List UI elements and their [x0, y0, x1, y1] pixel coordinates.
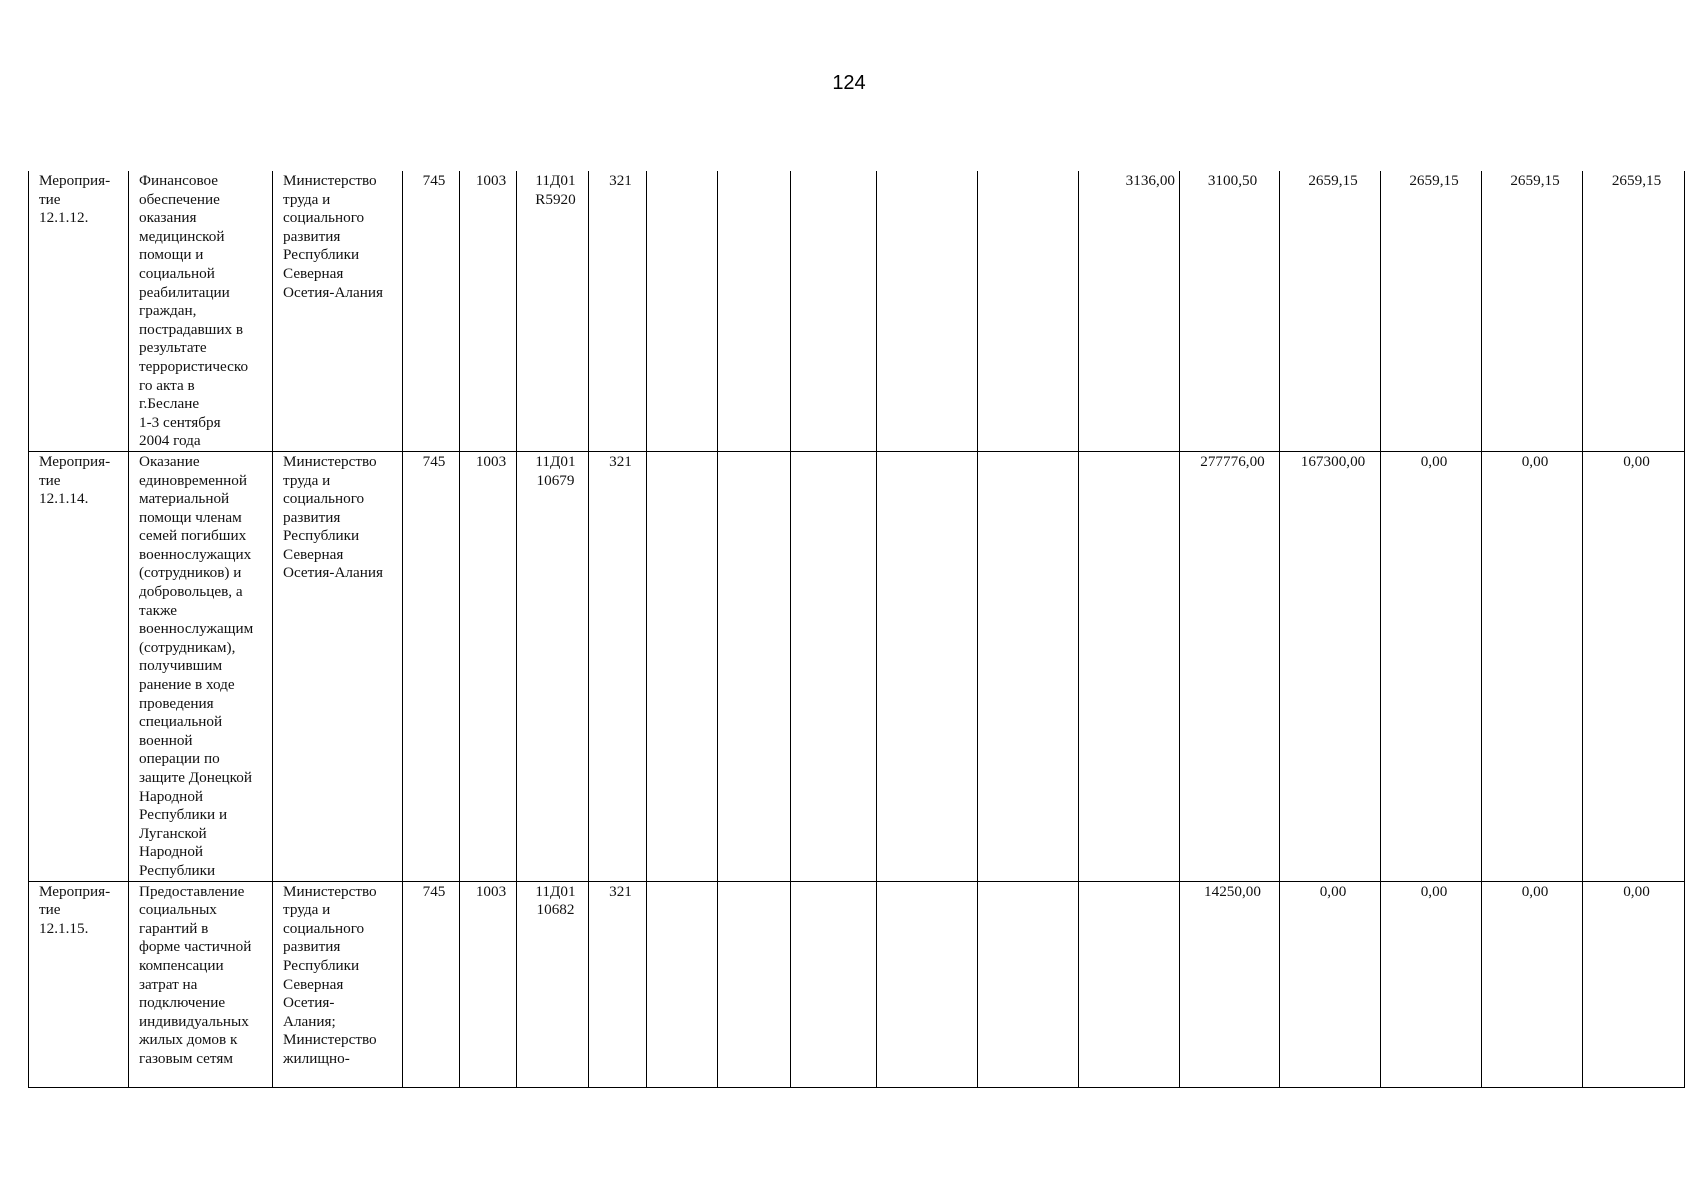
value-cell: 2659,15: [1482, 171, 1583, 451]
value-cell: 0,00: [1583, 451, 1685, 881]
value-cell: [718, 451, 791, 881]
value-cell: 2659,15: [1381, 171, 1482, 451]
value-cell: [647, 171, 718, 451]
budget-table: [28, 171, 1685, 1088]
grbs-cell: 745: [403, 451, 460, 881]
value-cell: 0,00: [1583, 881, 1685, 1087]
activity-id-cell: Мероприя- тие 12.1.15.: [29, 881, 129, 1087]
value-cell: [647, 451, 718, 881]
activity-id-cell: Мероприя- тие 12.1.12.: [29, 171, 129, 451]
rzpr-cell: 1003: [460, 451, 517, 881]
value-cell: [877, 171, 978, 451]
csr-cell: 11Д01 10682: [517, 881, 589, 1087]
value-cell: 167300,00: [1280, 451, 1381, 881]
activity-name-cell: Предоставление социальных гарантий в форме частичной компенсации затрат на подключение индивидуальных жилых домов к газовым сетям: [129, 881, 273, 1087]
value-cell: [1079, 451, 1180, 881]
value-cell: [877, 881, 978, 1087]
value-cell: 0,00: [1482, 881, 1583, 1087]
value-cell: 0,00: [1280, 881, 1381, 1087]
value-cell: 0,00: [1381, 451, 1482, 881]
value-cell: 3100,50: [1180, 171, 1280, 451]
value-cell: [791, 171, 877, 451]
activity-name-cell: Оказание единовременной материальной помощи членам семей погибших военнослужащих (сотрудников) и добровольцев, а также военнослужащим (сотрудникам), получившим ранение в ходе проведения специальной военной операции по защите Донецкой Народной Республики и Луганской Народной Республики: [129, 451, 273, 881]
vr-cell: 321: [589, 451, 647, 881]
value-cell: [877, 451, 978, 881]
value-cell: [978, 171, 1079, 451]
vr-cell: 321: [589, 881, 647, 1087]
executor-cell: Министерство труда и социального развития Республики Северная Осетия-Алания: [273, 171, 403, 451]
value-cell: [791, 451, 877, 881]
grbs-cell: 745: [403, 881, 460, 1087]
table-row: [29, 171, 1685, 451]
csr-cell: 11Д01 10679: [517, 451, 589, 881]
value-cell: 0,00: [1482, 451, 1583, 881]
value-cell: 2659,15: [1583, 171, 1685, 451]
value-cell: [647, 881, 718, 1087]
value-cell: [978, 451, 1079, 881]
value-cell: 3136,00: [1079, 171, 1180, 451]
activity-id-cell: Мероприя- тие 12.1.14.: [29, 451, 129, 881]
executor-cell: Министерство труда и социального развития Республики Северная Осетия- Алания; Министерство жилищно-: [273, 881, 403, 1087]
value-cell: [718, 881, 791, 1087]
grbs-cell: 745: [403, 171, 460, 451]
value-cell: [791, 881, 877, 1087]
value-cell: 2659,15: [1280, 171, 1381, 451]
rzpr-cell: 1003: [460, 171, 517, 451]
activity-name-cell: Финансовое обеспечение оказания медицинской помощи и социальной реабилитации граждан, пострадавших в результате террористическо го акта в г.Беслане 1-3 сентября 2004 года: [129, 171, 273, 451]
vr-cell: 321: [589, 171, 647, 451]
value-cell: [978, 881, 1079, 1087]
executor-cell: Министерство труда и социального развития Республики Северная Осетия-Алания: [273, 451, 403, 881]
value-cell: 0,00: [1381, 881, 1482, 1087]
value-cell: 14250,00: [1180, 881, 1280, 1087]
rzpr-cell: 1003: [460, 881, 517, 1087]
value-cell: [1079, 881, 1180, 1087]
value-cell: [718, 171, 791, 451]
table-row: [29, 881, 1685, 1087]
value-cell: 277776,00: [1180, 451, 1280, 881]
csr-cell: 11Д01 R5920: [517, 171, 589, 451]
table-row: [29, 451, 1685, 881]
page-number: 124: [832, 72, 866, 94]
